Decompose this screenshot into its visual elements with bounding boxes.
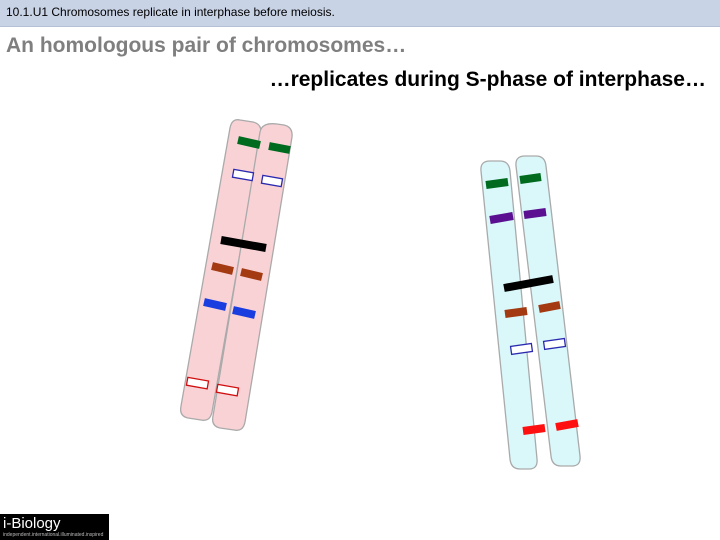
pink-chromosome-pair — [181, 120, 292, 431]
brown-band — [539, 305, 560, 309]
purple-band — [524, 212, 546, 215]
slide-header-title: 10.1.U1 Chromosomes replicate in interphase before meiosis. — [6, 5, 335, 19]
blue-chromosome-pair — [481, 156, 580, 469]
green-band — [238, 140, 260, 145]
green-band — [486, 182, 508, 185]
blue-band — [204, 302, 226, 307]
brown-band — [241, 272, 262, 277]
heading-line-2: …replicates during S-phase of interphase… — [269, 68, 706, 91]
brown-band — [505, 311, 527, 314]
logo-tagline: independent.international.illuminated.inspired — [3, 532, 104, 538]
logo-text: i-Biology — [3, 515, 61, 532]
green-band — [520, 177, 541, 180]
green-band — [269, 146, 290, 150]
heading-line-1: An homologous pair of chromosomes… — [6, 34, 407, 57]
red-band — [556, 423, 578, 427]
purple-band — [490, 216, 513, 220]
brown-band — [212, 266, 233, 271]
i-biology-logo — [0, 514, 109, 540]
blue-band — [233, 310, 255, 315]
red-band — [523, 428, 545, 431]
